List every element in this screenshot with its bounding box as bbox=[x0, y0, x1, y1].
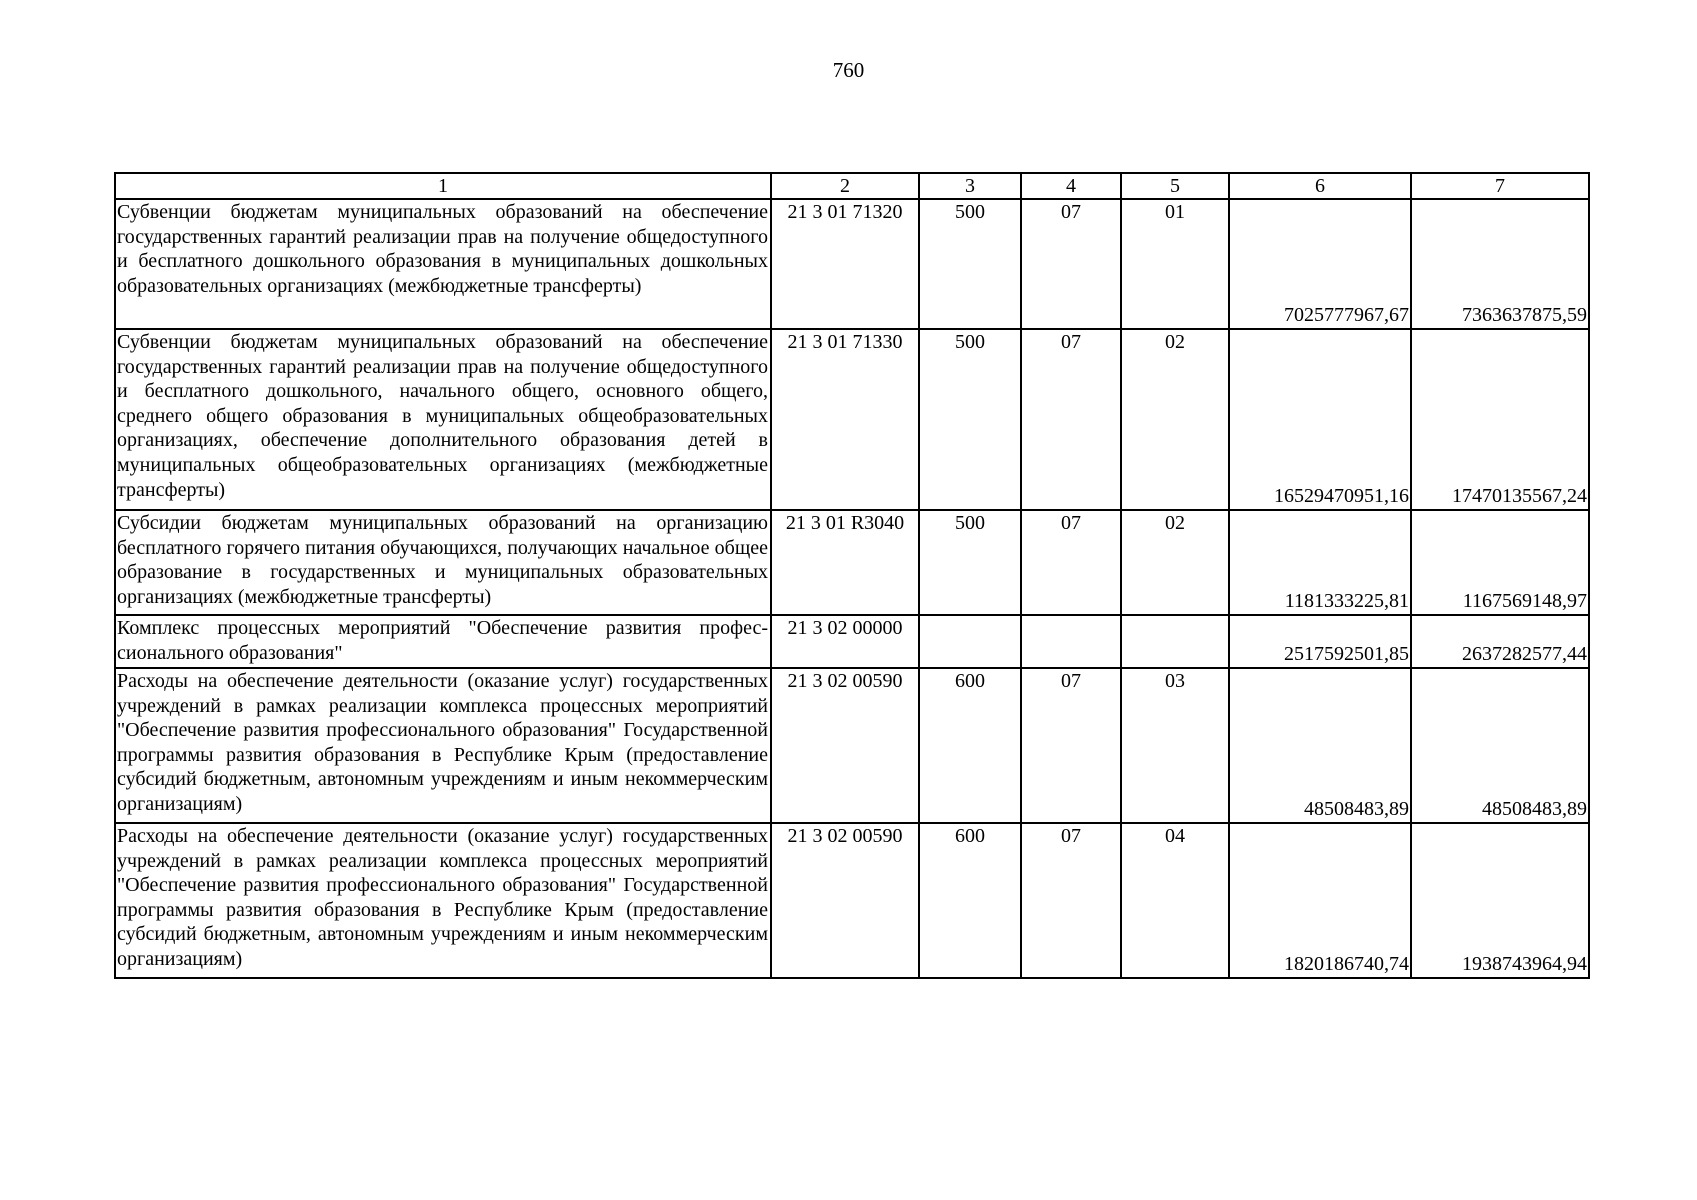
table-header-row bbox=[115, 173, 1589, 199]
row-description: Субсидии бюджетам муниципальных образований на организацию бесплатного горячего питания обучающихся, получающих начальное общее образование в государственных и муниципальных образовательных организациях (межбюджетные трансферты) bbox=[115, 510, 771, 615]
row-subsection: 03 bbox=[1121, 668, 1229, 823]
row-target-code: 21 3 02 00590 bbox=[771, 668, 919, 823]
row-amount-col7: 17470135567,24 bbox=[1411, 329, 1589, 510]
table-row bbox=[115, 668, 1589, 823]
column-header: 7 bbox=[1411, 173, 1589, 199]
row-expense-type: 600 bbox=[919, 668, 1021, 823]
table-row bbox=[115, 329, 1589, 510]
row-target-code: 21 3 01 71330 bbox=[771, 329, 919, 510]
row-amount-col6: 16529470951,16 bbox=[1229, 329, 1411, 510]
row-section: 07 bbox=[1021, 199, 1121, 329]
row-description: Субвенции бюджетам муниципальных образований на обеспечение государственных гарантий реализации прав на получение общедоступного и бесплатного дошкольного, начального общего, основного общего, среднего общего образования в муниципальных общеобразовательных организациях, обеспечение дополнительного образования детей в муниципальных общеобразовательных организациях (межбюджетные трансферты) bbox=[115, 329, 771, 510]
column-header: 4 bbox=[1021, 173, 1121, 199]
row-target-code: 21 3 01 71320 bbox=[771, 199, 919, 329]
column-header: 5 bbox=[1121, 173, 1229, 199]
row-subsection: 01 bbox=[1121, 199, 1229, 329]
row-section: 07 bbox=[1021, 329, 1121, 510]
row-amount-col7: 7363637875,59 bbox=[1411, 199, 1589, 329]
row-expense-type: 500 bbox=[919, 199, 1021, 329]
row-amount-col7: 1938743964,94 bbox=[1411, 823, 1589, 978]
row-section: 07 bbox=[1021, 510, 1121, 615]
table-row bbox=[115, 615, 1589, 668]
column-header: 3 bbox=[919, 173, 1021, 199]
row-expense-type bbox=[919, 615, 1021, 668]
row-target-code: 21 3 01 R3040 bbox=[771, 510, 919, 615]
page-number: 760 bbox=[832, 58, 865, 82]
row-target-code: 21 3 02 00000 bbox=[771, 615, 919, 668]
row-amount-col6: 2517592501,85 bbox=[1229, 615, 1411, 668]
row-section: 07 bbox=[1021, 668, 1121, 823]
row-amount-col7: 48508483,89 bbox=[1411, 668, 1589, 823]
row-subsection: 02 bbox=[1121, 329, 1229, 510]
row-amount-col6: 48508483,89 bbox=[1229, 668, 1411, 823]
column-header: 2 bbox=[771, 173, 919, 199]
row-section bbox=[1021, 615, 1121, 668]
row-expense-type: 600 bbox=[919, 823, 1021, 978]
row-amount-col7: 2637282577,44 bbox=[1411, 615, 1589, 668]
column-header: 6 bbox=[1229, 173, 1411, 199]
table-row bbox=[115, 199, 1589, 329]
row-description: Субвенции бюджетам муниципальных образований на обеспечение государственных гарантий реализации прав на получение общедоступного и бесплатного дошкольного образования в муниципальных дошкольных образовательных организациях (межбюджетные трансферты) bbox=[115, 199, 771, 329]
column-header: 1 bbox=[115, 173, 771, 199]
row-description: Комплекс процессных мероприятий "Обеспечение развития профессионального образования" bbox=[115, 615, 771, 668]
row-section: 07 bbox=[1021, 823, 1121, 978]
table-row bbox=[115, 823, 1589, 978]
row-target-code: 21 3 02 00590 bbox=[771, 823, 919, 978]
row-subsection bbox=[1121, 615, 1229, 668]
budget-table bbox=[114, 172, 1590, 979]
row-amount-col7: 1167569148,97 bbox=[1411, 510, 1589, 615]
row-expense-type: 500 bbox=[919, 329, 1021, 510]
row-amount-col6: 1181333225,81 bbox=[1229, 510, 1411, 615]
row-amount-col6: 1820186740,74 bbox=[1229, 823, 1411, 978]
row-subsection: 04 bbox=[1121, 823, 1229, 978]
row-description: Расходы на обеспечение деятельности (оказание услуг) государственных учреждений в рамках реализации комплекса процессных мероприятий "Обеспечение развития профессионального образования" Государственной программы развития образования в Республике Крым (предоставление субсидий бюджетным, автономным учреждениям и иным некоммерческим организациям) bbox=[115, 668, 771, 823]
row-amount-col6: 7025777967,67 bbox=[1229, 199, 1411, 329]
row-expense-type: 500 bbox=[919, 510, 1021, 615]
table-row bbox=[115, 510, 1589, 615]
row-description: Расходы на обеспечение деятельности (оказание услуг) государственных учреждений в рамках реализации комплекса процессных мероприятий "Обеспечение развития профессионального образования" Государственной программы развития образования в Республике Крым (предоставление субсидий бюджетным, автономным учреждениям и иным некоммерческим организациям) bbox=[115, 823, 771, 978]
row-subsection: 02 bbox=[1121, 510, 1229, 615]
